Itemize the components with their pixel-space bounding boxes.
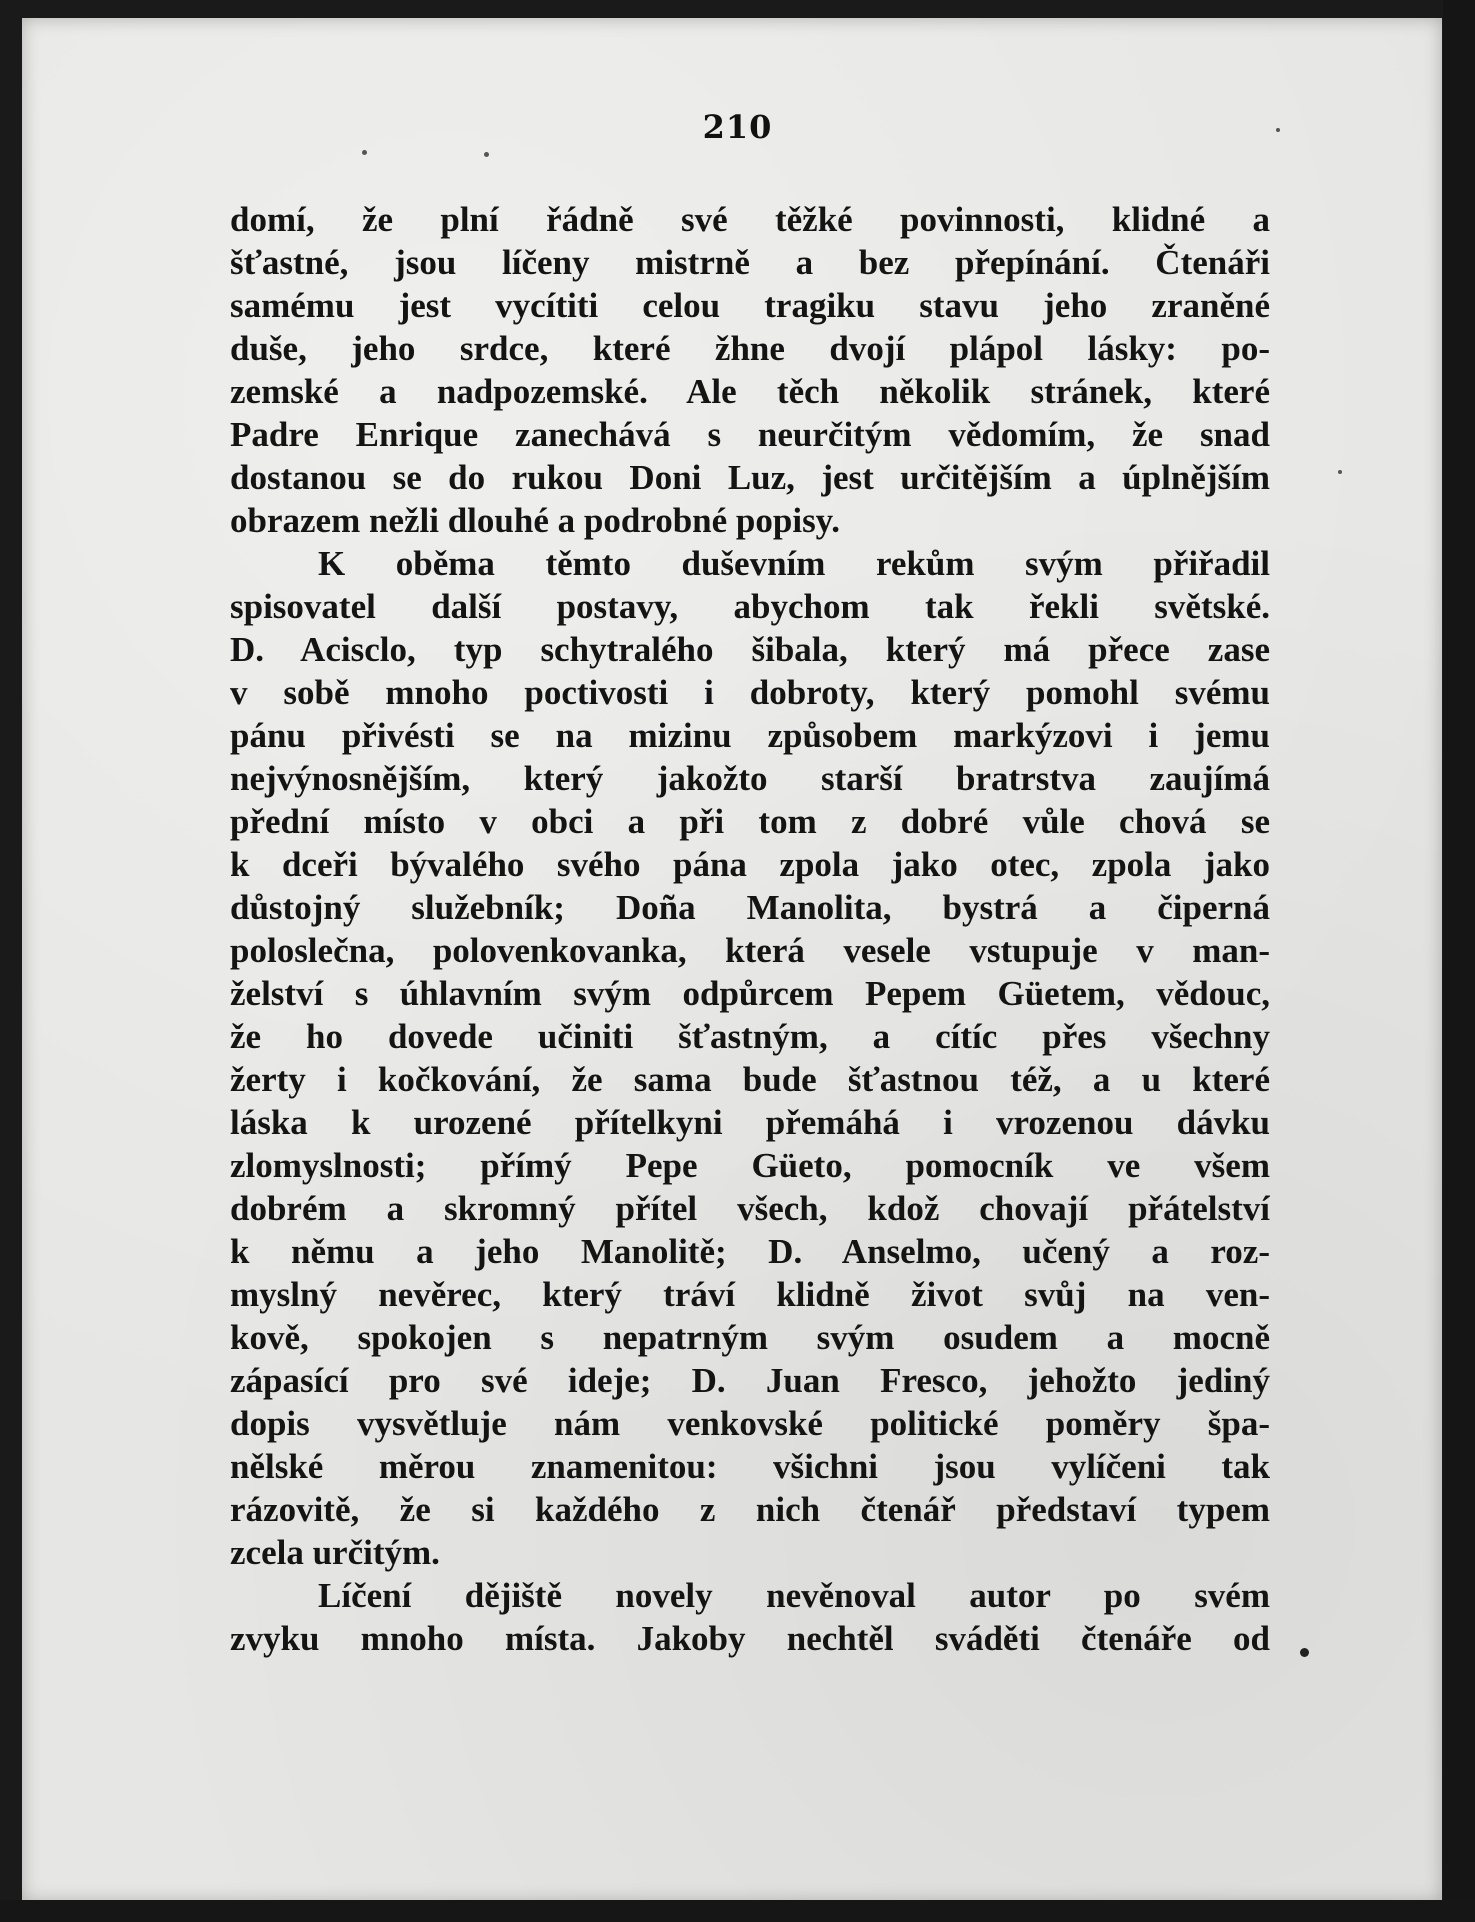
text-line: nělské měrou znamenitou: všichni jsou vylíčeni tak <box>230 1447 1270 1486</box>
page-bottom-shadow <box>0 1900 1475 1922</box>
print-speck <box>484 152 489 157</box>
print-speck <box>1300 1648 1309 1657</box>
text-line: poloslečna, polovenkovanka, která vesele vstupuje v man- <box>230 931 1270 970</box>
page-number: 210 <box>702 108 773 146</box>
text-line: přední místo v obci a při tom z dobré vůle chová se <box>230 802 1270 841</box>
text-line: k dceři bývalého svého pána zpola jako otec, zpola jako <box>230 845 1270 884</box>
text-line: k němu a jeho Manolitě; D. Anselmo, učený a roz- <box>230 1232 1270 1271</box>
text-line: důstojný služebník; Doña Manolita, bystrá a čiperná <box>230 888 1270 927</box>
text-line: želství s úhlavním svým odpůrcem Pepem Güetem, vědouc, <box>230 974 1270 1013</box>
text-line: nejvýnosnějším, který jakožto starší bratrstva zaujímá <box>230 759 1270 798</box>
text-line: že ho dovede učiniti šťastným, a cítíc přes všechny <box>230 1017 1270 1056</box>
text-line: kově, spokojen s nepatrným svým osudem a mocně <box>230 1318 1270 1357</box>
body-text <box>230 198 1270 1660</box>
text-line: zemské a nadpozemské. Ale těch několik stránek, které <box>230 372 1270 411</box>
print-speck <box>1338 470 1342 474</box>
text-line: obrazem nežli dlouhé a podrobné popisy. <box>230 501 841 540</box>
text-line: šťastné, jsou líčeny mistrně a bez přepínání. Čtenáři <box>230 243 1270 282</box>
print-speck <box>362 150 367 155</box>
text-line: spisovatel další postavy, abychom tak řekli světské. <box>230 587 1270 626</box>
text-line: Líčení dějiště novely nevěnoval autor po svém <box>318 1576 1270 1615</box>
text-line: žerty i kočkování, že sama bude šťastnou též, a u které <box>230 1060 1270 1099</box>
text-line: zápasící pro své ideje; D. Juan Fresco, jehožto jediný <box>230 1361 1270 1400</box>
text-line: K oběma těmto duševním rekům svým přiřadil <box>318 544 1270 583</box>
text-line: zlomyslnosti; přímý Pepe Güeto, pomocník ve všem <box>230 1146 1270 1185</box>
text-line: myslný nevěrec, který tráví klidně život svůj na ven- <box>230 1275 1270 1314</box>
text-line: samému jest vycítiti celou tragiku stavu jeho zraněné <box>230 286 1270 325</box>
text-line: dostanou se do rukou Doni Luz, jest určitějším a úplnějším <box>230 458 1270 497</box>
text-line: D. Acisclo, typ schytralého šibala, který má přece zase <box>230 630 1270 669</box>
page-edge-shadow <box>1443 0 1475 1922</box>
text-line: rázovitě, že si každého z nich čtenář představí typem <box>230 1490 1270 1529</box>
text-line: domí, že plní řádně své těžké povinnosti, klidné a <box>230 200 1270 239</box>
text-line: dopis vysvětluje nám venkovské politické poměry špa- <box>230 1404 1270 1443</box>
text-line: duše, jeho srdce, které žhne dvojí plápol lásky: po- <box>230 329 1270 368</box>
text-line: pánu přivésti se na mizinu způsobem markýzovi i jemu <box>230 716 1270 755</box>
text-line: láska k urozené přítelkyni přemáhá i vrozenou dávku <box>230 1103 1270 1142</box>
text-line: Padre Enrique zanechává s neurčitým vědomím, že snad <box>230 415 1270 454</box>
text-line: zvyku mnoho místa. Jakoby nechtěl sváděti čtenáře od <box>230 1619 1270 1658</box>
text-line: zcela určitým. <box>230 1533 440 1572</box>
text-line: v sobě mnoho poctivosti i dobroty, který pomohl svému <box>230 673 1270 712</box>
text-line: dobrém a skromný přítel všech, kdož chovají přátelství <box>230 1189 1270 1228</box>
